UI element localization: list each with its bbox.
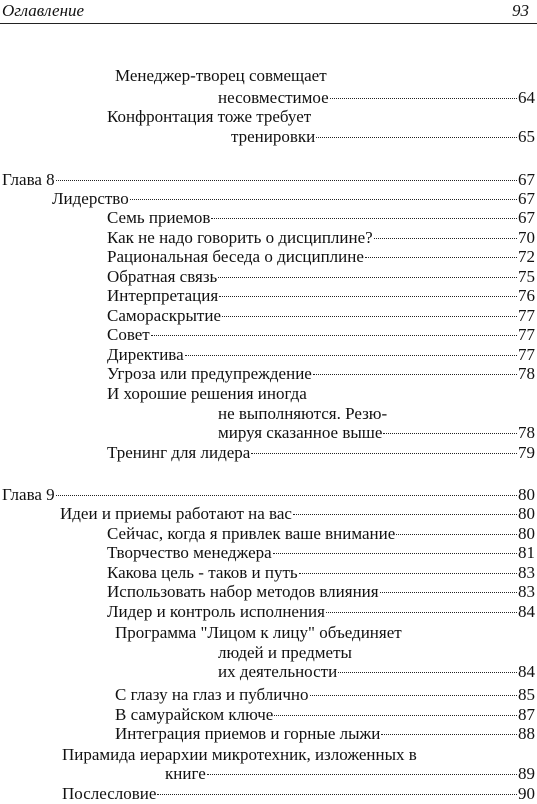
toc-line [218, 404, 387, 424]
toc-page-number: 84 [518, 662, 535, 681]
toc-line [107, 208, 535, 228]
toc-page-number: 72 [518, 247, 535, 266]
dot-leader [56, 495, 517, 496]
toc-line [218, 88, 535, 108]
dot-leader [365, 257, 517, 258]
dot-leader [222, 316, 517, 317]
toc-entry-text: Конфронтация тоже требует [107, 107, 312, 126]
dot-leader [338, 672, 517, 673]
toc-entry-text: Послесловие [62, 784, 157, 803]
dot-leader [293, 514, 517, 515]
toc-line [107, 543, 535, 563]
dot-leader [316, 137, 517, 138]
dot-leader [157, 794, 517, 795]
toc-page-number: 83 [518, 563, 535, 582]
toc-line [107, 247, 535, 267]
toc-entry-text: Идеи и приемы работают на вас [60, 504, 292, 523]
toc-line [2, 485, 535, 505]
page-header [0, 0, 537, 24]
toc-page-number: 88 [518, 724, 535, 743]
toc-page-number: 81 [518, 543, 535, 562]
toc-entry-text: В самурайском ключе [115, 705, 274, 724]
toc-page-number: 90 [518, 784, 535, 803]
toc-page-number: 80 [518, 504, 535, 523]
toc-page-number: 67 [518, 208, 535, 227]
toc-entry-text: Директива [107, 345, 184, 364]
toc-entry-text: Интерпретация [107, 286, 219, 305]
toc-line [107, 364, 535, 384]
dot-leader [383, 433, 517, 434]
dot-leader [396, 534, 517, 535]
toc-entry-text: Как не надо говорить о дисциплине? [107, 228, 373, 247]
toc-entry-text: Угроза или предупреждение [107, 364, 312, 383]
toc-line [107, 325, 535, 345]
toc-line [107, 345, 535, 365]
toc-entry-text: Глава 9 [2, 485, 55, 504]
toc-entry-text: не выполняются. Резю- [218, 404, 388, 423]
toc-line [2, 170, 535, 190]
toc-entry-text: Самораскрытие [107, 306, 221, 325]
toc-entry-text: людей и предметы [218, 643, 352, 662]
toc-line [165, 764, 535, 784]
dot-leader [310, 695, 517, 696]
toc-line [107, 524, 535, 544]
dot-leader [130, 199, 517, 200]
toc-entry-text: С глазу на глаз и публично [115, 685, 309, 704]
toc-entry-text: книге [165, 764, 206, 783]
toc-entry-text: Совет [107, 325, 150, 344]
toc-page-number: 80 [518, 524, 535, 543]
dot-leader [151, 335, 517, 336]
toc-line [107, 563, 535, 583]
toc-entry-text: И хорошие решения иногда [107, 384, 307, 403]
toc-line [115, 685, 535, 705]
toc-page-number: 77 [518, 306, 535, 325]
toc-page-number: 64 [518, 88, 535, 107]
dot-leader [380, 592, 517, 593]
toc-line [107, 228, 535, 248]
toc-entry-text: их деятельности [218, 662, 338, 681]
toc-page-number: 83 [518, 582, 535, 601]
toc-entry-text: Менеджер-творец совмещает [115, 66, 327, 85]
toc-page-number: 77 [518, 325, 535, 344]
toc-entry-text: Интеграция приемов и горные лыжи [115, 724, 381, 743]
toc-line [107, 582, 535, 602]
dot-leader [218, 277, 517, 278]
toc-entry-text: тренировки [231, 127, 316, 146]
toc-page-number: 87 [518, 705, 535, 724]
toc-line [52, 189, 535, 209]
toc-entry-text: мируя сказанное выше [218, 423, 383, 442]
toc-entry-text: Глава 8 [2, 170, 55, 189]
toc-page-number: 77 [518, 345, 535, 364]
toc-line [115, 66, 327, 86]
toc-page-number: 89 [518, 764, 535, 783]
toc-page-number: 84 [518, 602, 535, 621]
dot-leader [374, 238, 517, 239]
dot-leader [381, 734, 517, 735]
toc-entry-text: Использовать набор методов влияния [107, 582, 379, 601]
toc-line [107, 306, 535, 326]
toc-entry-text: Творчество менеджера [107, 543, 272, 562]
toc-line [115, 724, 535, 744]
toc-entry-text: Рациональная беседа о дисциплине [107, 247, 364, 266]
toc-entry-text: Пирамида иерархии микротехник, изложенных в [62, 745, 417, 764]
toc-line [107, 286, 535, 306]
toc-entry-text: Лидер и контроль исполнения [107, 602, 325, 621]
toc-line [115, 623, 402, 643]
running-title: Оглавление [2, 1, 85, 20]
toc-line [115, 705, 535, 725]
toc-entry-text: Семь приемов [107, 208, 211, 227]
toc-line [218, 662, 535, 682]
page-number: 93 [512, 1, 529, 20]
toc-page-number: 67 [518, 170, 535, 189]
toc-entry-text: Лидерство [52, 189, 129, 208]
toc-line [231, 127, 535, 147]
dot-leader [211, 218, 517, 219]
toc-entry-text: Программа "Лицом к лицу" объединяет [115, 623, 402, 642]
dot-leader [330, 98, 517, 99]
toc-page-number: 85 [518, 685, 535, 704]
toc-line [62, 784, 535, 804]
toc-page-number: 65 [518, 127, 535, 146]
dot-leader [251, 453, 517, 454]
dot-leader [299, 573, 517, 574]
toc-entry-text: Сейчас, когда я привлек ваше внимание [107, 524, 396, 543]
header-rule [0, 23, 537, 24]
toc-page-number: 70 [518, 228, 535, 247]
dot-leader [274, 715, 517, 716]
dot-leader [313, 374, 517, 375]
toc-line [218, 643, 352, 663]
dot-leader [207, 774, 517, 775]
toc-line [107, 267, 535, 287]
toc-entry-text: Тренинг для лидера [107, 443, 251, 462]
toc-line [107, 384, 307, 404]
dot-leader [273, 553, 517, 554]
toc-line [60, 504, 535, 524]
toc-page-number: 75 [518, 267, 535, 286]
toc-line [107, 107, 311, 127]
dot-leader [326, 612, 517, 613]
toc-line [62, 745, 417, 765]
toc-line [107, 602, 535, 622]
toc-page-number: 79 [518, 443, 535, 462]
dot-leader [185, 355, 517, 356]
toc-entry-text: Какова цель - таков и путь [107, 563, 298, 582]
toc-page-number: 67 [518, 189, 535, 208]
toc-line [107, 443, 535, 463]
toc-page-number: 78 [518, 364, 535, 383]
dot-leader [56, 180, 517, 181]
toc-page-number: 78 [518, 423, 535, 442]
toc-page-number: 76 [518, 286, 535, 305]
toc-page-number: 80 [518, 485, 535, 504]
toc-entry-text: несовместимое [218, 88, 329, 107]
dot-leader [219, 296, 517, 297]
toc-line [218, 423, 535, 443]
toc-entry-text: Обратная связь [107, 267, 218, 286]
